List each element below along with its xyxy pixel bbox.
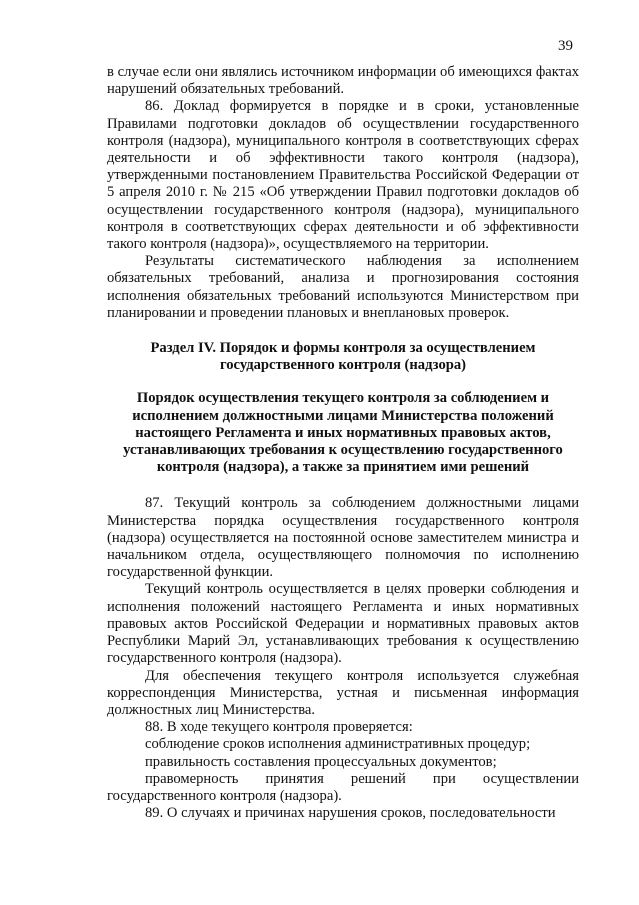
spacer bbox=[107, 476, 579, 495]
paragraph-observation-results: Результаты систематического наблюдения за исполнением обязательных требований, анализа и прогнозирования состояния исполнения обязательных требований используются Министерством при планировании и проведении плановых и внеплановых проверок. bbox=[107, 253, 579, 321]
list-item: соблюдение сроков исполнения административных процедур; bbox=[145, 736, 531, 753]
paragraph-continuation: в случае если они являлись источником информации об имеющихся фактах нарушений обязательных требований. bbox=[107, 64, 579, 98]
page-number: 39 bbox=[558, 38, 573, 54]
spacer bbox=[107, 374, 579, 390]
paragraph-88: 88. В ходе текущего контроля проверяется: bbox=[145, 719, 413, 736]
paragraph-current-control-purpose: Текущий контроль осуществляется в целях проверки соблюдения и исполнения положений настоящего Регламента и иных нормативных правовых актов Российской Федерации и нормативных правовых актов Республики Марий Эл, устанавливающих требования к осуществлению государственного контроля (надзора). bbox=[107, 581, 579, 667]
section-heading: Раздел IV. Порядок и формы контроля за осуществлением государственного контроля (надзора) bbox=[150, 340, 536, 374]
document-body bbox=[107, 64, 579, 822]
paragraph-89: 89. О случаях и причинах нарушения сроков, последовательности bbox=[145, 805, 556, 822]
list-item: правильность составления процессуальных документов; bbox=[145, 753, 497, 770]
paragraph-87: 87. Текущий контроль за соблюдением должностными лицами Министерства порядка осуществления государственного контроля (надзора) осуществляется на постоянной основе заместителем министра и начальником отдела, осуществляющего полномочия по исполнению государственной функции. bbox=[107, 495, 579, 581]
spacer bbox=[107, 322, 579, 340]
paragraph-correspondence: Для обеспечения текущего контроля используется служебная корреспонденция Министерства, устная и письменная информация должностных лиц Министерства. bbox=[107, 667, 579, 718]
list-item: правомерность принятия решений при осуществлении государственного контроля (надзора). bbox=[107, 770, 579, 804]
paragraph-86: 86. Доклад формируется в порядке и в сроки, установленные Правилами подготовки докладов об осуществлении государственного контроля (надзора), муниципального контроля в соответствующих сферах деятельности и об эффективности такого контроля (надзора), утвержденными постановлением Правительства Российской Федерации от 5 апреля 2010 г. № 215 «Об утверждении Правил подготовки докладов об осуществлении государственного контроля (надзора), муниципального контроля в соответствующих сферах деятельности и об эффективности такого контроля (надзора)», осуществляемого на территории. bbox=[107, 98, 579, 253]
subsection-heading: Порядок осуществления текущего контроля за соблюдением и исполнением должностными лицами Министерства положений настоящего Регламента и иных нормативных правовых актов, устанавливающих требования к осуществлению государственного контроля (надзора), а также за принятием ими решений bbox=[123, 390, 563, 476]
